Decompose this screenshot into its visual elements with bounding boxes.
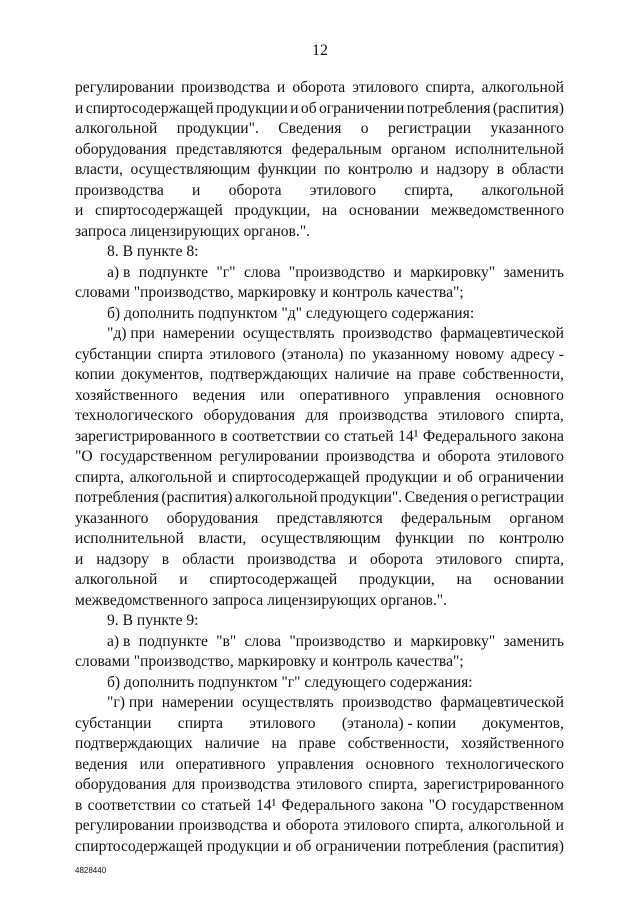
word: на	[396, 366, 412, 383]
word: контролю	[347, 161, 413, 178]
word: продукции	[215, 99, 288, 117]
word: и	[443, 468, 452, 486]
word: в	[75, 796, 83, 814]
word: а) в	[107, 632, 131, 650]
word: управления	[277, 755, 354, 773]
word: по	[324, 161, 341, 178]
word: и	[75, 202, 84, 219]
word: производства	[201, 776, 291, 793]
text-line	[75, 816, 564, 837]
word: технологического	[75, 407, 194, 424]
word: о	[360, 120, 369, 137]
word: словами "производство, маркировку и контроль качества";	[75, 284, 464, 301]
word: спиртосодержащей	[231, 468, 360, 486]
word: функции	[395, 530, 454, 547]
word: оборудования	[203, 407, 296, 424]
word: продукции	[365, 468, 438, 486]
word: подтверждающих	[209, 366, 328, 383]
word: оборота	[292, 79, 346, 96]
word: продукции".	[320, 489, 403, 506]
word: запроса лицензирующих органов.".	[75, 222, 311, 240]
text-line	[75, 365, 564, 386]
word: б) дополнить подпунктом "д" следующего содержания:	[107, 304, 475, 322]
word: и	[75, 550, 84, 568]
word: этилового	[309, 181, 377, 199]
word: продукции,	[234, 202, 311, 219]
text-line	[75, 345, 564, 366]
word: "О	[428, 796, 447, 814]
word: этилового	[497, 448, 564, 465]
word: копии	[75, 366, 115, 383]
word: и	[348, 550, 358, 568]
word: продукции,	[359, 571, 435, 588]
word: хозяйственного	[75, 386, 178, 404]
word: представляются	[175, 140, 283, 158]
word: власти,	[198, 530, 247, 547]
word: ограничении	[318, 99, 405, 117]
word: Федерального	[422, 427, 517, 445]
word: ведения	[75, 755, 128, 773]
word: спиртосодержащей	[95, 202, 223, 219]
text-line	[75, 529, 564, 550]
word: спирта,	[514, 550, 564, 568]
word: функции	[257, 161, 317, 178]
word: слова	[243, 263, 281, 281]
word: зарегистрированного	[75, 427, 216, 445]
word: надзору	[436, 161, 490, 178]
text-line	[75, 427, 564, 448]
word: представляются	[276, 509, 383, 527]
word: межведомственного запроса лицензирующих органов.".	[75, 591, 448, 609]
word: указанного	[75, 509, 149, 527]
word: 14¹	[398, 427, 419, 445]
word: ведения	[192, 386, 246, 404]
word: потребления	[406, 99, 491, 117]
text-line	[75, 99, 564, 120]
word: и	[421, 448, 431, 465]
word: спирта,	[414, 817, 464, 834]
word: и	[290, 99, 299, 117]
word: производства	[325, 448, 415, 465]
word: фармацевтической	[440, 325, 564, 342]
word: Федерального	[281, 796, 376, 814]
word: и	[276, 79, 286, 96]
word: зарегистрированного	[423, 776, 564, 793]
word: осуществляющим	[130, 161, 251, 178]
word: "д) при	[107, 325, 155, 342]
word: алкогольной	[468, 817, 551, 834]
word: фармацевтической	[440, 694, 564, 711]
word: государственном	[99, 448, 213, 465]
word: спирта,	[425, 79, 475, 96]
word: указанному	[372, 345, 450, 363]
word: статьей	[343, 427, 394, 445]
word: этилового	[296, 776, 363, 793]
word: области	[182, 550, 235, 568]
word: оборота	[228, 181, 282, 199]
word: производства	[247, 550, 336, 568]
word: спирта,	[404, 181, 454, 199]
word: (этанола)	[281, 345, 344, 363]
word: закона	[380, 796, 424, 814]
word: "производство	[288, 263, 386, 281]
word: соответствии	[232, 427, 321, 445]
word: маркировку"	[410, 632, 496, 650]
word: 8. В пункте 8:	[107, 243, 199, 260]
text-line	[75, 468, 564, 489]
word: (этанола) - копии	[341, 714, 457, 732]
word: федеральным	[291, 140, 382, 158]
word: оборота	[370, 550, 423, 568]
word: продукции".	[176, 120, 259, 137]
word: спиртосодержащей	[209, 571, 338, 588]
word: спирта,	[75, 468, 125, 486]
word: федеральным	[401, 509, 492, 527]
word: и	[393, 632, 403, 650]
word: области	[511, 161, 564, 178]
word: спирта	[177, 714, 223, 732]
word: в	[220, 427, 228, 445]
text-line	[75, 652, 564, 673]
word: заменить	[503, 263, 564, 281]
word: намерении	[161, 694, 234, 711]
word: производства	[338, 407, 428, 424]
word: и	[555, 817, 564, 834]
word: осуществлять	[242, 325, 335, 342]
word: спиртосодержащей	[85, 99, 214, 117]
word: межведомственного	[430, 202, 564, 219]
word: алкогольной	[75, 571, 158, 588]
word: подпункте	[138, 263, 209, 281]
word: 14¹	[255, 796, 277, 814]
text-line	[75, 714, 564, 735]
text-line	[75, 263, 564, 284]
word: потребления	[75, 489, 159, 506]
word: для	[172, 776, 196, 793]
word: Сведения	[278, 120, 342, 137]
word: подпункте	[138, 632, 208, 650]
word: контролю	[499, 530, 564, 547]
word: ограничении	[478, 468, 564, 486]
word: субстанции	[75, 714, 152, 732]
word: ограничении	[315, 837, 401, 855]
word: государственном	[451, 796, 564, 814]
word: алкогольной	[481, 79, 564, 96]
text-line	[75, 386, 564, 407]
word: власти,	[75, 161, 123, 178]
word: (распития)	[161, 489, 233, 506]
word: оборудования	[166, 509, 259, 527]
text-line	[75, 775, 564, 796]
word: осуществлять	[241, 694, 334, 711]
text-line	[75, 796, 564, 817]
word: оперативного	[175, 755, 266, 773]
text-line	[75, 488, 564, 509]
word: указанного	[490, 120, 564, 137]
word: производство	[342, 694, 432, 711]
text-line	[75, 140, 564, 161]
word: этилового	[352, 79, 419, 96]
word: органом	[509, 509, 564, 527]
word: или	[139, 755, 164, 773]
word: этилового	[209, 345, 276, 363]
word: со	[324, 427, 340, 445]
word: основного	[365, 755, 435, 773]
word: управления	[404, 386, 481, 404]
text-line	[75, 570, 564, 591]
text-line	[75, 160, 564, 181]
text-line	[75, 406, 564, 427]
word: со	[181, 796, 196, 814]
word: органом	[391, 140, 446, 158]
word: подтверждающих	[75, 735, 193, 752]
document-body	[75, 78, 564, 857]
word: производства	[181, 79, 270, 96]
word: технологического	[445, 755, 564, 773]
word: адресу -	[510, 345, 564, 363]
word: "г"	[216, 263, 236, 281]
text-line	[75, 181, 564, 202]
word: и	[420, 161, 429, 178]
word: на	[321, 202, 338, 219]
word: этилового	[343, 817, 410, 834]
text-line	[75, 304, 564, 325]
word: собственности,	[347, 735, 450, 752]
word: "производство	[289, 632, 386, 650]
word: алкогольной	[235, 489, 318, 506]
word: производства	[75, 181, 164, 199]
text-line	[75, 242, 564, 263]
word: надзору	[96, 550, 149, 568]
word: исполнительной	[75, 530, 184, 547]
word: производство	[342, 325, 433, 342]
text-line	[75, 509, 564, 530]
text-line	[75, 632, 564, 653]
word: продукции	[207, 837, 279, 855]
word: регулировании	[219, 448, 319, 465]
word: этилового	[438, 407, 505, 424]
word: "О	[75, 448, 93, 465]
word: и	[272, 817, 281, 834]
word: оборудования	[75, 776, 167, 793]
text-line	[75, 324, 564, 345]
word: основании	[348, 202, 420, 219]
text-line	[75, 78, 564, 99]
word: праве	[418, 366, 456, 383]
word: об	[295, 837, 312, 855]
text-line	[75, 693, 564, 714]
word: по	[468, 530, 485, 547]
word: "г) при	[107, 694, 154, 711]
word: и	[179, 571, 188, 588]
word: в	[496, 161, 505, 178]
text-line	[75, 611, 564, 632]
word: осуществляющим	[260, 530, 381, 547]
word: "в"	[216, 632, 237, 650]
word: в	[161, 550, 170, 568]
word: (распития)	[492, 99, 564, 117]
word: Сведения	[404, 489, 468, 506]
word: субстанции	[75, 345, 152, 363]
word: маркировку"	[410, 263, 496, 281]
word: об	[457, 468, 473, 486]
word: алкогольной	[481, 181, 564, 199]
text-line	[75, 283, 564, 304]
text-line	[75, 550, 564, 571]
word: (распития)	[492, 837, 564, 855]
word: на	[271, 735, 287, 752]
word: потребления	[404, 837, 489, 855]
word: слова	[244, 632, 282, 650]
word: документов,	[121, 366, 203, 383]
word: оборота	[437, 448, 491, 465]
word: основного	[495, 386, 564, 404]
word: регулировании	[75, 79, 175, 96]
word: собственности,	[462, 366, 564, 383]
word: об	[300, 99, 317, 117]
word: и	[217, 468, 227, 486]
word: праве	[298, 735, 336, 752]
word: этилового	[249, 714, 316, 732]
word: регулировании	[75, 817, 175, 834]
word: регистрации	[480, 489, 564, 506]
word: по	[349, 345, 366, 363]
word: алкогольной	[75, 120, 158, 137]
word: б) дополнить подпунктом "г" следующего содержания:	[107, 673, 473, 691]
text-line	[75, 591, 564, 612]
word: хозяйственного	[461, 735, 564, 752]
text-line	[75, 447, 564, 468]
word: и	[283, 837, 292, 855]
text-line	[75, 755, 564, 776]
word: этилового	[435, 550, 503, 568]
word: о	[470, 489, 479, 506]
word: наличие	[204, 735, 260, 752]
word: регистрации	[387, 120, 472, 137]
text-line	[75, 201, 564, 222]
word: основании	[493, 571, 564, 588]
word: а) в	[107, 263, 131, 281]
word: оперативного	[299, 386, 390, 404]
text-line	[75, 222, 564, 243]
word: словами "производство, маркировку и контроль качества";	[75, 653, 464, 670]
text-line	[75, 837, 564, 858]
word: и	[75, 99, 84, 117]
word: алкогольной	[129, 468, 213, 486]
word: спирта,	[368, 776, 418, 793]
word: спирта,	[514, 407, 564, 424]
word: производства	[178, 817, 268, 834]
word: или	[260, 386, 285, 404]
page-number: 12	[312, 42, 328, 59]
word: спирта	[157, 345, 203, 363]
word: соответствии	[87, 796, 176, 814]
word: исполнительной	[455, 140, 564, 158]
word: наличие	[334, 366, 390, 383]
document-code: 4828440	[75, 866, 107, 875]
word: закона	[521, 427, 564, 445]
word: новому	[455, 345, 505, 363]
word: и	[192, 181, 201, 199]
word: заменить	[503, 632, 564, 650]
word: и	[393, 263, 402, 281]
word: намерении	[162, 325, 235, 342]
word: на	[456, 571, 472, 588]
word: оборота	[285, 817, 339, 834]
word: статьей	[201, 796, 251, 814]
text-line	[75, 734, 564, 755]
word: 9. В пункте 9:	[107, 612, 199, 629]
text-line	[75, 673, 564, 694]
word: спиртосодержащей	[75, 837, 203, 855]
word: для	[305, 407, 329, 424]
word: документов,	[482, 714, 564, 732]
text-line	[75, 119, 564, 140]
word: оборудования	[75, 140, 167, 158]
